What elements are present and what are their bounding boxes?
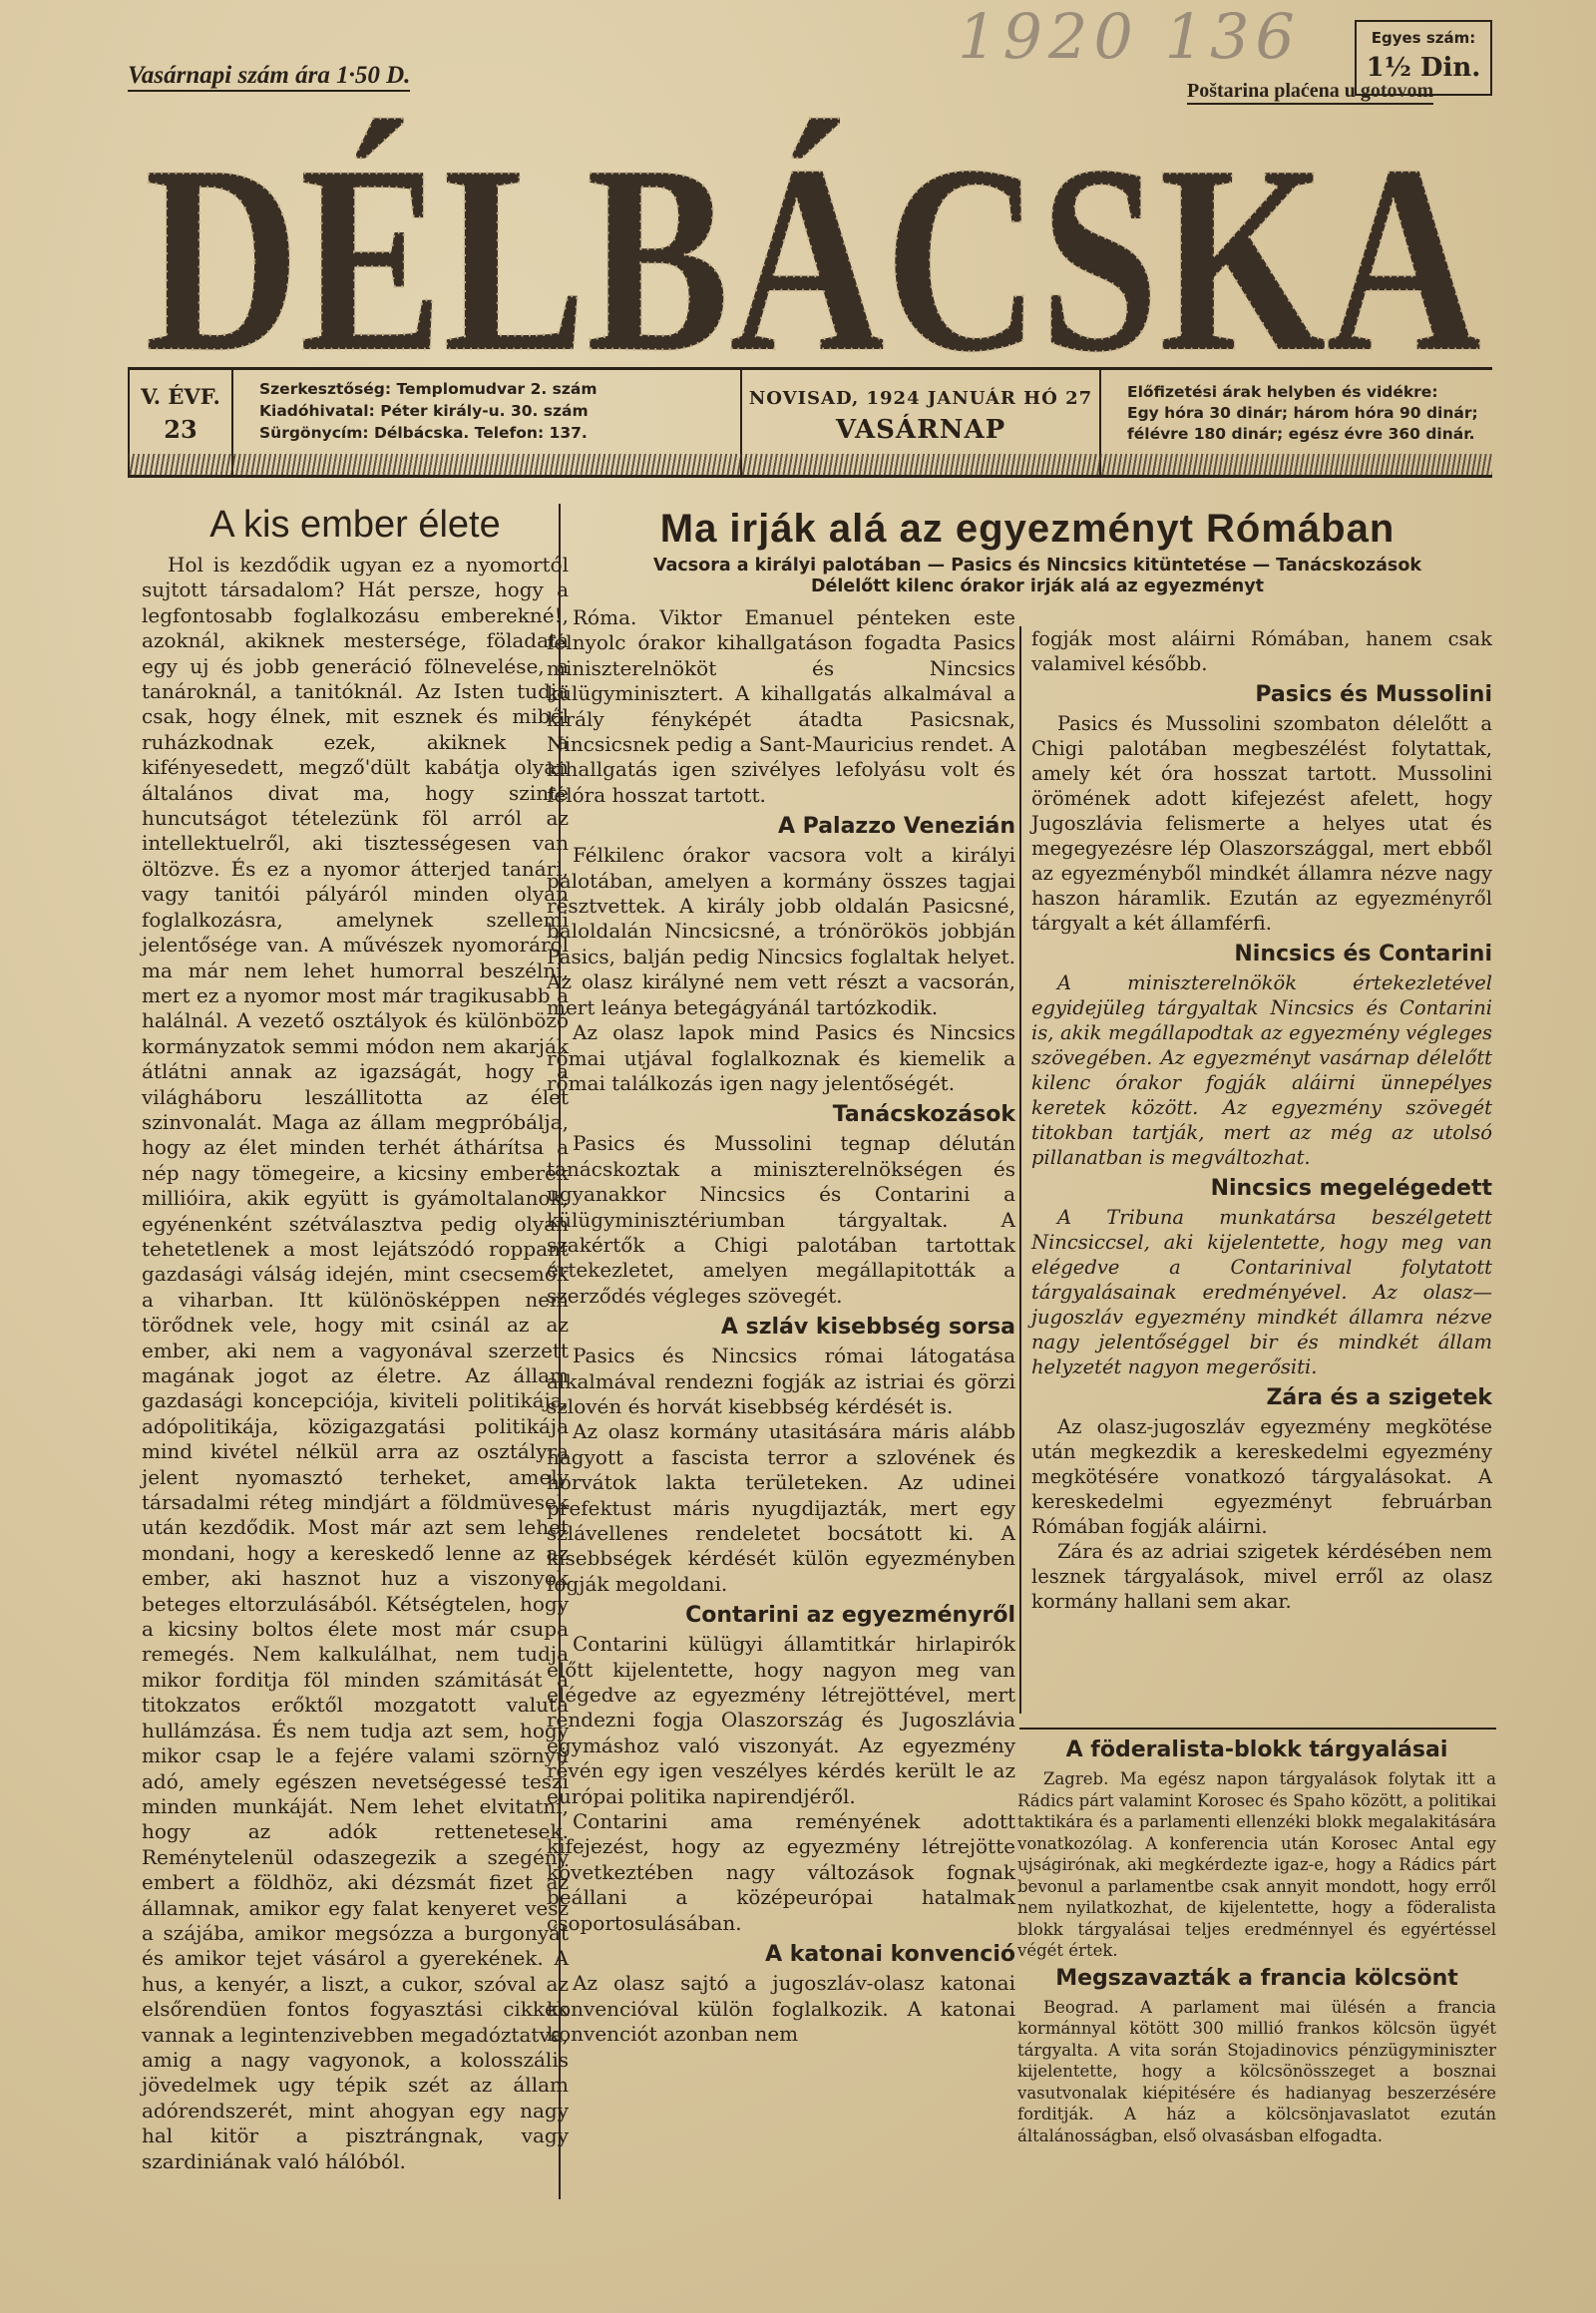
subheading: Zára és a szigetek: [1266, 1385, 1492, 1410]
box-headline: A föderalista-blokk tárgyalásai: [1065, 1737, 1448, 1762]
subheading: Nincsics és Contarini: [1234, 942, 1492, 966]
article-paragraph: Róma. Viktor Emanuel pénteken este félnyolc órakor kihallgatáson fogadta Pasics miniszterelnököt és Nincsics külügyminisztert. A kihallgatás alkalmával a király fényképét átadta Pasicsnak, Nincsicsnek pedig a Sant-Mauricius rendet. A kihallgatás igen szivélyes lefolyásu volt és félóra hosszat tartott.: [547, 605, 1015, 807]
single-copy-price: 1½ Din.: [1366, 53, 1481, 83]
issue-number: 23: [164, 415, 198, 444]
masthead-title: DÉLBÁCSKA: [145, 115, 1481, 374]
article-paragraph: Az olasz-jugoszláv egyezmény megkötése után megkezdik a kereskedelmi egyezmény megkötésére vonatkozó tárgyalásokat. A kereskedelmi egyezményt februárban Rómában fogják aláirni.: [1031, 1415, 1492, 1538]
article-paragraph: Zára és az adriai szigetek kérdésében nem lesznek tárgyalások, mivel erről az olasz kormány hallani sem akar.: [1031, 1540, 1492, 1613]
article-paragraph: A Tribuna munkatársa beszélgetett Nincsiccsel, aki kijelentette, hogy meg van elégedve a Contarinival folytatott tárgyalásainak eredményével. Az olasz—jugoszláv egyezmény mindkét államra nézve nagy jelentőséggel bir és mindkét állam helyzetét nagyon megerősiti.: [1031, 1206, 1492, 1378]
subscription-line: Egy hóra 30 dinár; három hóra 90 dinár;: [1127, 404, 1478, 422]
header-divider: [128, 454, 1492, 476]
article-paragraph: Az olasz sajtó a jugoszláv-olasz katonai konvencióval külön foglalkozik. A katonai konvenciót azonban nem: [547, 1971, 1015, 2046]
column-main-article: [547, 605, 1015, 2047]
main-deck: [579, 556, 1496, 597]
subheading: Pasics és Mussolini: [1255, 682, 1492, 707]
box-paragraph: Beograd. A parlament mai ülésén a francia kormánnyal kötött 300 millió frankos kölcsön ügyét tárgyalta. A vita során Stojadinovics pénzügyminiszter kijelentette, hogy a kölcsönösszeget a bosznai vasutvonalak kiépitésére és hadianyag beszerzésére forditják. A ház a kölcsönjavaslatot ezután általánosságban, első olvasásban elfogadta.: [1017, 1997, 1496, 2145]
subscription-line: félévre 180 dinár; egész évre 360 dinár.: [1127, 425, 1475, 443]
subscription-line: Előfizetési árak helyben és vidékre:: [1127, 383, 1438, 401]
box-headline: Megszavazták a francia kölcsönt: [1055, 1965, 1458, 1991]
column-editorial: [142, 504, 569, 2174]
deck-line: Délelőtt kilenc órakor irják alá az egyezményt: [810, 577, 1265, 596]
editorial-title: A kis ember élete: [209, 504, 501, 546]
single-copy-price-box: [1355, 20, 1492, 96]
subheading: A szláv kisebbség sorsa: [720, 1315, 1015, 1341]
box-paragraph: Zagreb. Ma egész napon tárgyalások folytak itt a Rádics párt valamint Korosec és Spaho között, a politikai taktikára és a parlamenti ellenzéki blokk megalakitására vonatkozólag. A konferencia után Korosec Antal egy ujságirónak, aki megkérdezte igaz-e, hogy a Rádics párt bevonul a parlamentbe csak annyit mondott, hogy erről nem nyilatkozhat, de kijelentette, hogy a föderalista blokk tárgyalásai teljes eredménnyel és egyértéssel végét értek.: [1017, 1769, 1496, 1960]
article-paragraph: Contarini külügyi államtitkár hirlapirók előtt kijelentette, hogy nagyon meg van elégedve az egyezmény létrejöttével, mert rendezni fogja Olaszország és Jugoszlávia egymáshoz való viszonyát. Az egyezmény révén egy igen veszélyes kérdés került le az európai politika napirendjéről.: [547, 1632, 1015, 1808]
article-paragraph: Contarini ama reményének adott kifejezést, hogy az egyezmény létrejötte következtében nagy változások fognak beállani a középeurópai hatalmak csoportosulásában.: [547, 1809, 1015, 1935]
subheading: Contarini az egyezményről: [685, 1603, 1015, 1629]
column-main-article-continued: [1031, 626, 1492, 1614]
article-paragraph: Félkilenc órakor vacsora volt a királyi palotában, amelyen a kormány összes tagjai résztvettek. A király jobb oldalán Pasicsné, baloldalán Nincsicsné, a trónörökös jobbján Pasics, balján pedig Nincsics foglaltak helyet. Az olasz királyné nem vett részt a vacsorán, mert leánya betegágyánál tartózkodik.: [547, 843, 1015, 1019]
deck-line: Vacsora a királyi palotában — Pasics és Nincsics kitüntetése — Tanácskozások: [652, 556, 1421, 576]
subheading: Tanácskozások: [832, 1102, 1015, 1128]
article-paragraph: Az olasz lapok mind Pasics és Nincsics római utjával foglalkoznak és kiemelik a római találkozás igen nagy jelentőségét.: [547, 1020, 1015, 1095]
postage-note: Poštarina plaćena u gotovom: [1187, 80, 1433, 105]
article-paragraph: Az olasz kormány utasitására máris alább hagyott a fascista terror a szlovének és horvátok lakta területeken. Az udinei prefektust máris nyugdijazták, mert egy szlávellenes rendeletet bocsátott ki. A kisebbségek kérdését külön egyezményben fogják megoldani.: [547, 1419, 1015, 1596]
article-paragraph: Pasics és Nincsics római látogatása alkalmával rendezni fogják az istriai és görzi szlovén és horvát kisebbség kérdését is.: [547, 1344, 1015, 1418]
main-headline-block: [559, 507, 1496, 552]
article-paragraph: Pasics és Mussolini szombaton délelőtt a Chigi palotában megbeszélést folytattak, amely két óra hosszat tartott. Mussolini örömének adott kifejezést afelett, hogy Jugoszlávia felismerte a helyes utat és megegyezésre lép Olaszországgal, mert ebből az egyezményből mindkét államra nézve nagy haszon háramlik. Ezután az egyezményről tárgyalt a két államférfi.: [1031, 712, 1492, 935]
weekday: VASÁRNAP: [835, 415, 1006, 445]
place-date: NOVISAD, 1924 JANUÁR HÓ 27: [748, 388, 1093, 409]
subheading: A katonai konvenció: [765, 1942, 1015, 1968]
main-headline: Ma irják alá az egyezményt Rómában: [659, 507, 1396, 551]
telegram-address: Sürgönycím: Délbácska. Telefon: 137.: [259, 424, 588, 442]
single-copy-label: Egyes szám:: [1371, 29, 1476, 47]
handwritten-note: 1920 136: [958, 0, 1301, 73]
news-box: [1017, 1734, 1496, 2146]
subheading: Nincsics megelégedett: [1210, 1176, 1492, 1201]
subheading: A Palazzo Venezián: [777, 814, 1015, 840]
article-paragraph: A miniszterelnökök értekezletével egyidejüleg tárgyaltak Nincsics és Contarini is, akik megállapodtak az egyezmény végleges szövegében. Az egyezményt vasárnap délelőtt kilenc órakor fogják aláirni ünnepélyes keretek között. Az egyezmény szövegét titokban tartják, mert az még az utolsó pillanatban is megváltozhat.: [1031, 971, 1492, 1169]
section-rule: [1019, 1728, 1496, 1730]
article-paragraph: fogják most aláirni Rómában, hanem csak valamivel később.: [1031, 627, 1492, 675]
masthead-logo: [130, 115, 1496, 374]
sunday-price: Vasárnapi szám ára 1·50 D.: [128, 62, 410, 92]
editorial-body: Hol is kezdődik ugyan ez a nyomortól sujtott társadalom? Hát persze, hogy a legfontosabb foglalkozásu emberekné!, azoknál, akiknek mestersége, föladata egy uj és jobb generáció fölnevelése, a tanároknál, a tanitóknál. Az Isten tudja csak, hogy élnek, mit esznek és miből ruházkodnak ezek, akiknek a kifényesedett, megző'dült kabátja olyan általános divat ma, hogy szinte huncutságot tételezünk föl arról az intellektuelről, aki tisztességesen van öltözve. És ez a nyomor átterjed tanári, vagy tanitói pályáról minden olyan foglalkozásra, amelynek szellemi jelentősége van. A művészek nyomoráról ma már nem lehet humorral beszélni, mert ez a nyomor most már tragikusabb a halálnál. A vezető osztályok és különböző kormányzatok semmi módon nem akarják átlátni annak az igazságát, hogy a világháboru leszállitotta az élet szinvonalát. Maga az állam megpróbálja, hogy az élet minden terhét áthárítsa a nép nagy tömegeire, a kicsiny emberek millióira, akik együtt is gyámoltalanok, egyénenként szétválasztva pedig olyan tehetetlenek a most lejátszódó roppant gazdasági válság idején, mint csecsemők a viharban. Itt különösképpen nem törődnek vele, hogy mit csinál az az ember, aki nem a vagyonával szerzett magának jogot az életre. Az állam gazdasági koncepciója, kiviteli politikája, adópolitikája, közigazgatási politikája mind kivétel nélkül arra az osztályra jelent nyomasztó terheket, amely társadalmi réteg mindjárt a földmüvesek után kezdődik. Most már azt sem lehet mondani, hogy a kereskedő lenne az az ember, aki hasznot huz a viszonyok beteges eltorzulásából. Kétségtelen, hogy a kicsiny boltos élete most már csupa remegés. Nem kalkulálhat, nem tudja mikor forditja föl minden számitását a titokzatos erőktől mozgatott valuta hullámzása. És nem tudja azt sem, hogy mikor csap le a fejére valami szörnyü adó, amely egészen nevetségessé teszi minden munkáját. Nem lehet elvitatni, hogy az adók rettenetesek. Reménytelenül odaszegezik a szegény embert a földhöz, aki dézsmát fizet az államnak, amikor egy falat kenyeret vesz a szájába, amikor megsózza a burgonyát és amikor tejet vásárol a gyerekének. A hus, a kenyér, a liszt, a cukor, szóval az elsőrendüen fontos fogyasztási cikkek vannak a legintenzivebben megadóztatva, amig a nagy vagyonok, a kolosszális jövedelmek ugy tépik szét az állam adórendszerét, mint ahogyan egy nagy hal kitör a pisztrángnak, vagy szardiniának való hálóból.: [142, 553, 569, 2173]
publisher-office: Kiadóhivatal: Péter király-u. 30. szám: [259, 402, 589, 420]
article-paragraph: Pasics és Mussolini tegnap délután tanácskoztak a miniszterelnökségen és ugyanakkor Nincsics és Contarini a külügyminisztériumban tárgyaltak. A szakértők a Chigi palotában tartottak értekezletet, amelyen megállapitották a szerződés végleges szövegét.: [547, 1131, 1015, 1308]
volume: V. ÉVF.: [141, 384, 220, 409]
column-rule: [1019, 626, 1021, 1714]
editorial-office: Szerkesztőség: Templomudvar 2. szám: [259, 380, 598, 398]
